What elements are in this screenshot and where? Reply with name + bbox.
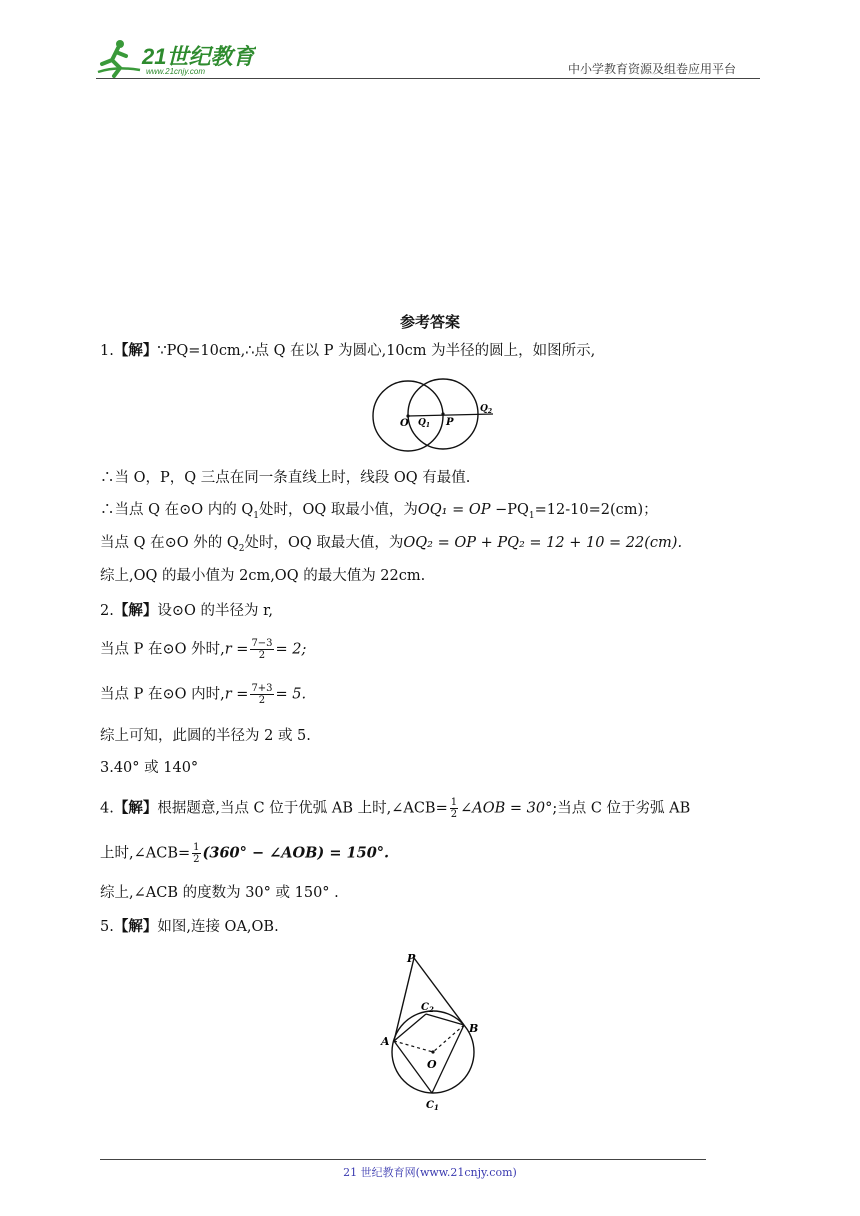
answer-5-line-1: 5.【解】如图,连接 OA,OB. (100, 918, 279, 935)
svg-text:Q1: $Q_1$ (418, 418, 431, 429)
footer-divider (100, 1159, 706, 1160)
header-divider (96, 78, 760, 79)
svg-text:Q2: $Q_2$ (480, 404, 493, 415)
answer-1-line-1: 1.【解】∵PQ=10cm,∴点 Q 在以 P 为圆心,10cm 为半径的圆上，如图所示, (100, 342, 596, 359)
svg-text:C2: $C_2$ (421, 1002, 434, 1014)
svg-text:www.21cnjy.com: www.21cnjy.com (146, 67, 205, 76)
answer-4-line-2: 上时,∠ACB= $\frac{1}{2}$ (360° − ∠AOB) = 150°. (100, 842, 390, 865)
fraction: $\frac{7+3}{2}$ (251, 683, 273, 706)
inscribed-angle-figure (378, 952, 490, 1114)
svg-text:21世纪教育: 21世纪教育 (142, 44, 255, 69)
fraction: $\frac{1}{2}$ (450, 797, 458, 820)
svg-text:O: O (427, 1058, 437, 1071)
site-title: 中小学教育资源及组卷应用平台 (568, 62, 737, 76)
runner-icon (98, 40, 140, 76)
svg-text:C1: $C_1$ (426, 1100, 439, 1112)
answer-4-line-3: 综上,∠ACB 的度数为 30° 或 150° . (100, 885, 339, 901)
two-circles-figure (368, 376, 498, 452)
svg-text:B: B (469, 1022, 479, 1035)
answer-2-line-4: 综上可知，此圆的半径为 2 或 5. (100, 728, 311, 744)
svg-text:P: P (407, 952, 416, 965)
answer-1-line-3: ∴当点 Q 在⊙O 内的 $Q_1$处时，OQ 取最小值，为OQ₁ = OP $-PQ_1=12-10=2(cm)$； (100, 502, 658, 521)
footer-link[interactable]: 21 世纪教育网(www.21cnjy.com) (343, 1166, 517, 1179)
svg-text:O: O (400, 418, 409, 429)
answer-3: 3.40° 或 140° (100, 760, 199, 776)
answer-2-line-2: 当点 P 在⊙O 外时,r = $\frac{7-3}{2}$ = 2; (100, 638, 307, 661)
svg-text:A: A (381, 1035, 390, 1048)
svg-text:P: P (446, 417, 454, 428)
answer-1-line-5: 综上,OQ 的最小值为 2cm,OQ 的最大值为 22cm. (100, 568, 426, 584)
answer-1-line-2: ∴当 O，P，Q 三点在同一条直线上时，线段 OQ 有最值. (100, 470, 471, 486)
logo (96, 38, 256, 78)
page-title: 参考答案 (399, 313, 460, 331)
answer-2-line-3: 当点 P 在⊙O 内时,r = $\frac{7+3}{2}$ = 5. (100, 683, 307, 706)
answer-4-line-1: 4.【解】根据题意,当点 C 位于优弧 AB 上时,∠ACB= $\frac{1}{2}$ ∠AOB = 30°;当点 C 位于劣弧 AB (100, 797, 691, 820)
answer-2-line-1: 2.【解】设⊙O 的半径为 r, (100, 602, 274, 619)
answer-1-line-4: 当点 Q 在⊙O 外的 $Q_2$处时，OQ 取最大值，为OQ₂ = OP + PQ₂ = 12 + 10 = 22(cm). (100, 535, 683, 554)
fraction: $\frac{7-3}{2}$ (251, 638, 273, 661)
fraction: $\frac{1}{2}$ (193, 842, 200, 865)
